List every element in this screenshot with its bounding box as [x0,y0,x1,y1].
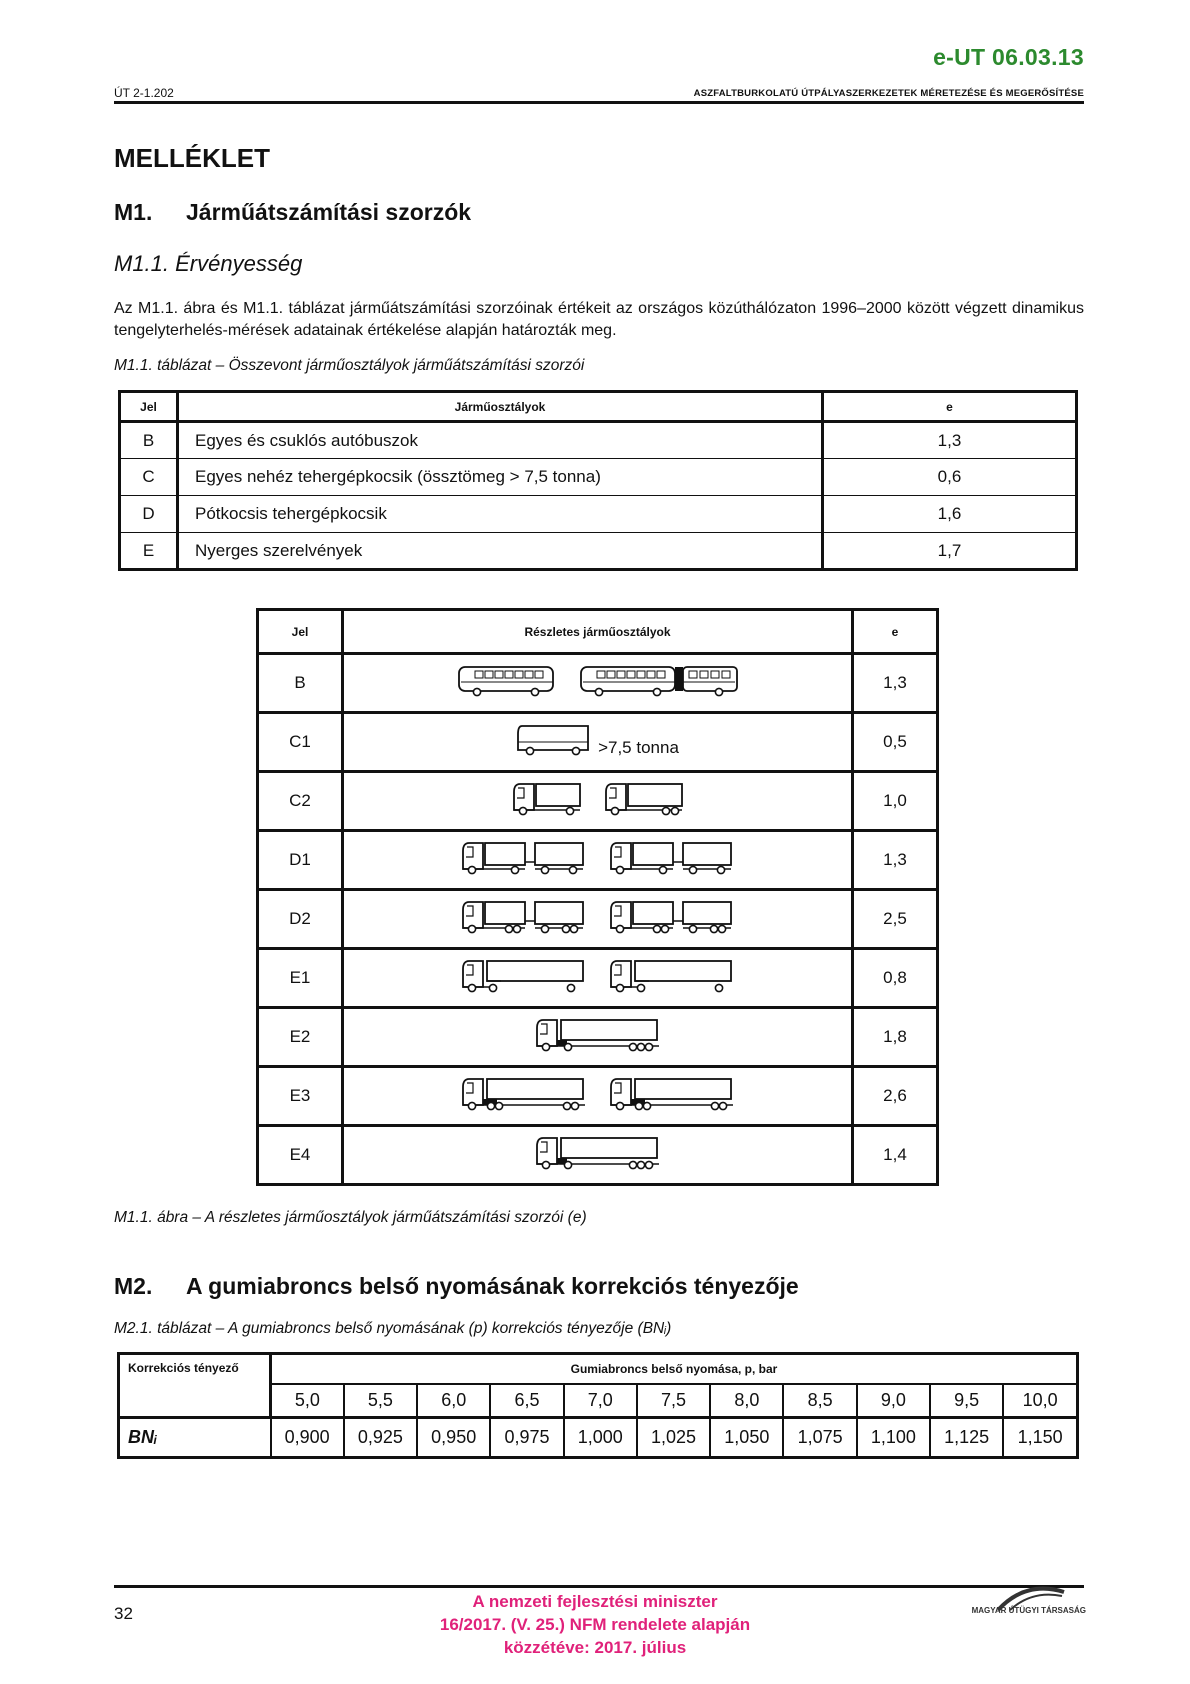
fig-row-jel: D2 [258,890,343,949]
fig-row-jel: B [258,654,343,713]
semi-trailer-icon [461,958,587,999]
row-e-value: 1,7 [823,533,1077,570]
annex-title: MELLÉKLET [114,143,270,173]
pressure-value: 8,5 [783,1384,856,1418]
fig-row-vehicles [343,1008,853,1067]
page-number: 32 [114,1604,133,1623]
bus-icon [457,664,557,703]
section-title: Járműátszámítási szorzók [186,199,472,225]
fig-row-jel: C1 [258,713,343,772]
bn-value: 0,975 [490,1418,563,1458]
pressure-value: 10,0 [1003,1384,1077,1418]
pressure-value: 9,0 [857,1384,930,1418]
pressure-value: 7,5 [637,1384,710,1418]
truck-2-axle-icon [512,781,582,822]
fig-row-jel: E3 [258,1067,343,1126]
row-jel: D [120,496,178,533]
fig-row-vehicles [343,890,853,949]
bn-value: 1,075 [783,1418,856,1458]
ministry-line-3: közzétéve: 2017. július [503,1638,687,1657]
fig-header-e: e [853,610,938,654]
row-e-value: 1,3 [823,422,1077,459]
row-class-name: Pótkocsis tehergépkocsik [178,496,823,533]
ministry-line-2: 16/2017. (V. 25.) NFM rendelete alapján [439,1615,751,1634]
figure-row [258,890,938,949]
figure-row [258,1126,938,1185]
semi-trailer-tridem-icon [535,1017,661,1058]
vehicle-weight-label: >7,5 tonna [598,738,679,757]
figure-row [258,654,938,713]
section-m2-heading [114,1273,799,1300]
figure-m1-caption: M1.1. ábra – A részletes járműosztályok járműátszámítási szorzói (e) [114,1209,587,1226]
table-row [120,496,1077,533]
fig-row-vehicles [343,654,853,713]
col-header-class: Járműosztályok [178,392,823,422]
bn-value: 1,050 [710,1418,783,1458]
fig-row-e-value: 0,8 [853,949,938,1008]
truck-trailer-icon [609,840,735,881]
table-row [120,459,1077,496]
fig-row-vehicles [343,772,853,831]
row-jel: B [120,422,178,459]
section-number: M1. [114,199,153,225]
society-logo [936,1586,1086,1626]
fig-row-e-value: 1,3 [853,654,938,713]
table-row [120,533,1077,570]
fig-row-e-value: 1,8 [853,1008,938,1067]
bn-value: 1,125 [930,1418,1003,1458]
fig-row-jel: E1 [258,949,343,1008]
table-m2-caption: M2.1. táblázat – A gumiabroncs belső nyomásának (p) korrekciós tényezője (BNᵢ) [114,1320,672,1337]
truck-trailer-multi-axle-icon [609,899,735,940]
row-e-value: 1,6 [823,496,1077,533]
section-m1-heading [114,199,471,226]
standard-number: ÚT 2-1.202 [114,86,174,100]
summary-vehicle-class-table [118,390,1078,571]
bn-value: 0,900 [271,1418,344,1458]
figure-row [258,713,938,772]
standard-title: ASZFALTBURKOLATÚ ÚTPÁLYASZERKEZETEK MÉRETEZÉSE ÉS MEGERŐSÍTÉSE [693,88,1084,99]
fig-row-jel: E2 [258,1008,343,1067]
table-row [120,422,1077,459]
pressure-value: 6,0 [417,1384,490,1418]
fig-header-jel: Jel [258,610,343,654]
pressure-value: 5,5 [344,1384,417,1418]
figure-row [258,1067,938,1126]
row-e-value: 0,6 [823,459,1077,496]
col-header-jel: Jel [120,392,178,422]
bn-value: 1,150 [1003,1418,1077,1458]
fig-row-e-value: 1,4 [853,1126,938,1185]
fig-row-vehicles [343,713,853,772]
col-header-e: e [823,392,1077,422]
fig-row-e-value: 1,0 [853,772,938,831]
semi-trailer-tandem-icon [609,1076,735,1117]
bn-value: 1,025 [637,1418,710,1458]
validity-paragraph: Az M1.1. ábra és M1.1. táblázat járműátszámítási szorzóinak értékeit az országos közúthálózaton 1996–2000 között végzett dinamikus tengelyterhelés-mérések adatainak értékelése alapján határozták meg. [114,300,1084,339]
table-m1-caption: M1.1. táblázat – Összevont járműosztályok járműátszámítási szorzói [114,357,585,374]
fig-row-e-value: 2,6 [853,1067,938,1126]
row-class-name: Egyes és csuklós autóbuszok [178,422,823,459]
truck-trailer-multi-axle-icon [461,899,587,940]
document-code: e-UT 06.03.13 [933,44,1084,70]
section-title: A gumiabroncs belső nyomásának korrekciós tényezője [186,1273,799,1299]
fig-row-vehicles [343,949,853,1008]
row-header-correction: Korrekciós tényező [119,1354,271,1418]
figure-row [258,772,938,831]
fig-row-e-value: 2,5 [853,890,938,949]
detailed-vehicle-class-figure [256,608,939,1186]
row-class-name: Egyes nehéz tehergépkocsik (össztömeg > 7,5 tonna) [178,459,823,496]
fig-row-vehicles [343,1067,853,1126]
figure-row [258,831,938,890]
fig-row-jel: E4 [258,1126,343,1185]
ministry-line-1: A nemzeti fejlesztési miniszter [472,1592,718,1611]
bn-value: 0,950 [417,1418,490,1458]
pressure-group-header: Gumiabroncs belső nyomása, p, bar [271,1354,1078,1384]
articulated-bus-icon [579,664,739,703]
pressure-value: 9,5 [930,1384,1003,1418]
fig-row-e-value: 1,3 [853,831,938,890]
semi-trailer-icon [609,958,735,999]
running-header [114,86,1084,104]
pressure-value: 8,0 [710,1384,783,1418]
fig-row-e-value: 0,5 [853,713,938,772]
row-jel: E [120,533,178,570]
truck-3-axle-icon [604,781,684,822]
fig-header-class: Részletes járműosztályok [343,610,853,654]
pressure-value: 6,5 [490,1384,563,1418]
row-jel: C [120,459,178,496]
semi-trailer-tandem-icon [461,1076,587,1117]
fig-row-jel: C2 [258,772,343,831]
truck-trailer-icon [461,840,587,881]
row-class-name: Nyerges szerelvények [178,533,823,570]
subsection-heading: M1.1. Érvényesség [114,251,303,276]
tire-pressure-table [117,1352,1079,1459]
bn-label: BNᵢ [119,1418,271,1458]
semi-trailer-tridem-icon [535,1135,661,1176]
figure-row [258,1008,938,1067]
section-number: M2. [114,1273,153,1299]
van-icon [516,722,592,763]
fig-row-vehicles [343,831,853,890]
bn-value: 1,100 [857,1418,930,1458]
bn-value: 1,000 [564,1418,637,1458]
logo-text: MAGYAR ÚTÜGYI TÁRSASÁG [971,1606,1086,1615]
bn-value: 0,925 [344,1418,417,1458]
figure-row [258,949,938,1008]
fig-row-vehicles [343,1126,853,1185]
pressure-value: 5,0 [271,1384,344,1418]
pressure-value: 7,0 [564,1384,637,1418]
fig-row-jel: D1 [258,831,343,890]
